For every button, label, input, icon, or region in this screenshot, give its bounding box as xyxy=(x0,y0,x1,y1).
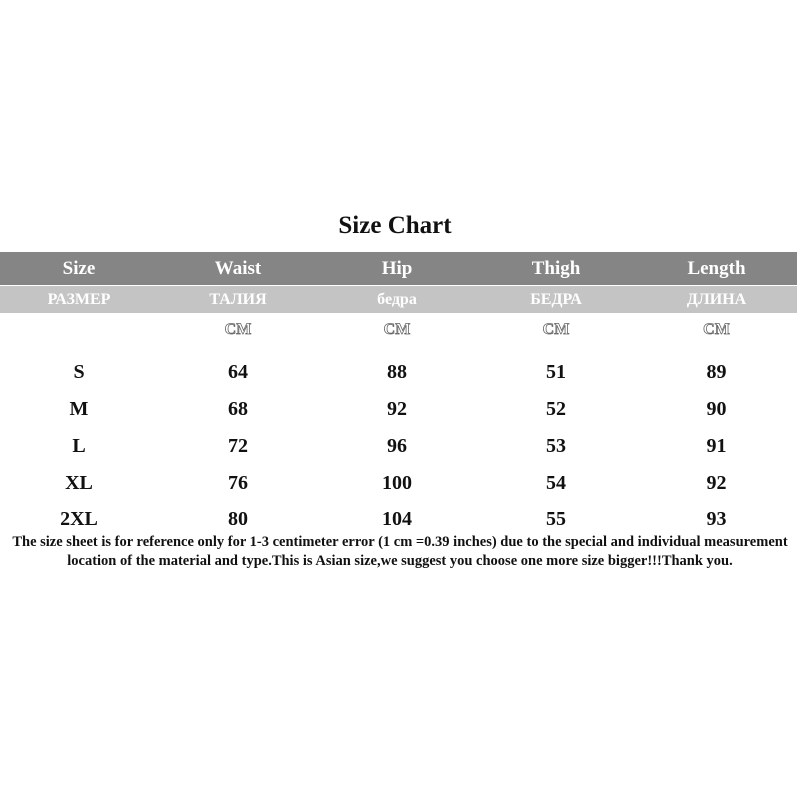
cell-hip: 104 xyxy=(382,507,412,530)
cell-hip: 88 xyxy=(387,361,407,383)
cell-waist: 72 xyxy=(228,435,248,457)
cell-size: XL xyxy=(65,472,93,494)
russian-size: РАЗМЕР xyxy=(47,290,111,308)
table-row xyxy=(0,354,797,391)
unit-waist: CM xyxy=(224,321,252,338)
size-table xyxy=(0,354,797,536)
header-row xyxy=(0,252,797,285)
cell-waist: 68 xyxy=(228,398,248,420)
header-hip: Hip xyxy=(381,257,413,279)
table-row xyxy=(0,465,797,502)
cell-waist: 80 xyxy=(228,507,248,530)
unit-thigh: CM xyxy=(542,321,570,338)
cell-thigh: 53 xyxy=(546,435,566,457)
cell-length: 89 xyxy=(706,361,727,383)
russian-thigh: БЕДРА xyxy=(530,290,582,308)
cell-waist: 76 xyxy=(228,472,248,494)
size-disclaimer: The size sheet is for reference only for 1-3 centimeter error (1 cm =0.39 inches) due to the special and individual measurement location of the material and type.This is Asian size,we suggest you choose one more size bigger!!!Thank you. xyxy=(12,534,788,569)
header-size: Size xyxy=(62,257,96,279)
unit-length: CM xyxy=(703,321,730,338)
header-thigh: Thigh xyxy=(531,257,581,279)
cell-hip: 96 xyxy=(387,435,407,457)
table-row xyxy=(0,428,797,465)
unit-hip: CM xyxy=(383,321,411,338)
cell-thigh: 54 xyxy=(546,472,566,494)
cell-size: L xyxy=(72,435,86,457)
header-waist: Waist xyxy=(214,257,262,279)
cell-length: 90 xyxy=(706,398,727,420)
cell-size: 2XL xyxy=(60,507,98,530)
unit-row xyxy=(0,316,797,344)
chart-title: Size Chart xyxy=(338,212,452,239)
header-length: Length xyxy=(687,257,746,279)
cell-size: S xyxy=(73,361,85,383)
cell-hip: 92 xyxy=(387,398,407,420)
cell-thigh: 55 xyxy=(546,507,566,530)
cell-thigh: 51 xyxy=(546,361,566,383)
table-row xyxy=(0,502,797,536)
cell-length: 91 xyxy=(706,435,727,457)
russian-waist: ТАЛИЯ xyxy=(209,290,267,308)
cell-hip: 100 xyxy=(382,472,412,494)
cell-size: M xyxy=(69,398,89,420)
table-row xyxy=(0,391,797,428)
russian-header-row xyxy=(0,286,797,313)
cell-thigh: 52 xyxy=(546,398,566,420)
cell-length: 93 xyxy=(706,507,727,530)
cell-length: 92 xyxy=(706,472,727,494)
russian-length: ДЛИНА xyxy=(686,290,747,308)
russian-hip: бедра xyxy=(377,290,417,308)
cell-waist: 64 xyxy=(228,361,248,383)
